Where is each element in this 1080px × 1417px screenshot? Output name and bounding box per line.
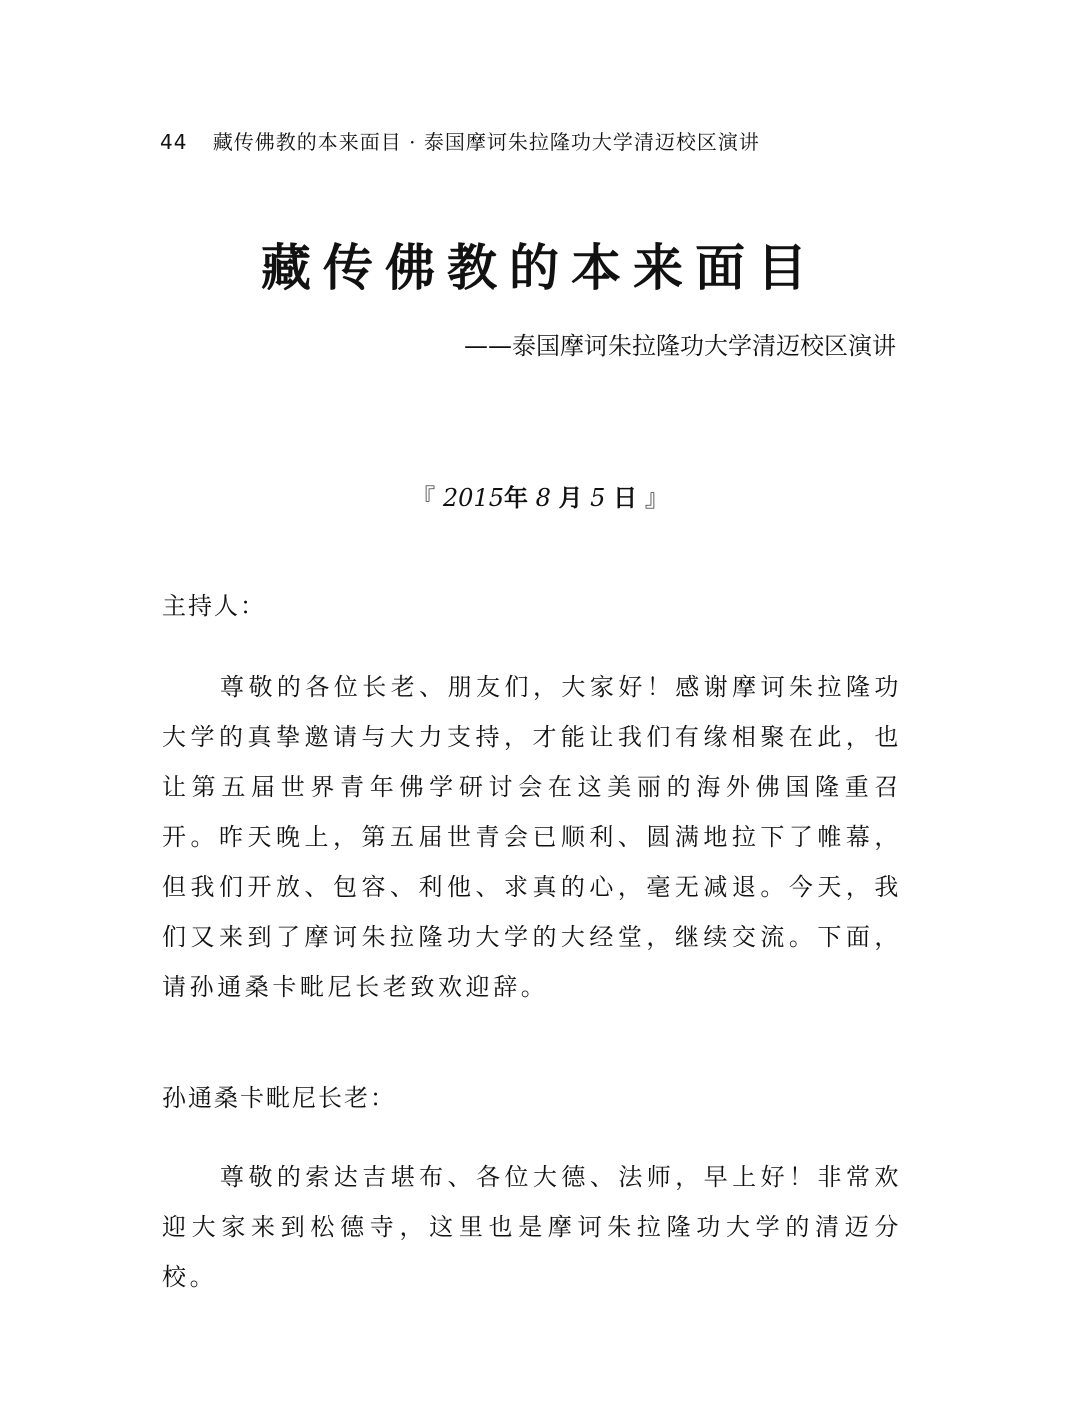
host-paragraph: 尊敬的各位长老、朋友们，大家好！感谢摩诃朱拉隆功大学的真挚邀请与大力支持，才能让我们有缘相聚在此，也让第五届世界青年佛学研讨会在这美丽的海外佛国隆重召开。昨天晚上，第五届世青会已顺利、圆满地拉下了帷幕，但我们开放、包容、利他、求真的心，毫无减退。今天，我们又来到了摩诃朱拉隆功大学的大经堂，继续交流。下面，请孙通桑卡毗尼长老致欢迎辞。 <box>162 673 902 1001</box>
page-number: 44 <box>160 130 188 154</box>
date-month: 8 <box>535 484 551 512</box>
date-year-unit: 年 <box>503 484 528 512</box>
date-open-bracket: 『 <box>411 484 436 512</box>
speaker-label-host: 主持人： <box>162 592 266 620</box>
date-month-unit: 月 <box>558 484 583 512</box>
elder-paragraph: 尊敬的索达吉堪布、各位大德、法师，早上好！非常欢迎大家来到松德寺，这里也是摩诃朱拉隆功大学的清迈分校。 <box>162 1163 902 1291</box>
date-close-bracket: 』 <box>644 484 669 512</box>
date-day-unit: 日 <box>613 484 638 512</box>
date-day: 5 <box>590 484 606 512</box>
running-title: 藏传佛教的本来面目 · 泰国摩诃朱拉隆功大学清迈校区演讲 <box>212 130 760 154</box>
chapter-title: 藏传佛教的本来面目 <box>261 239 819 297</box>
chapter-subtitle: ——泰国摩诃朱拉隆功大学清迈校区演讲 <box>464 332 896 360</box>
lecture-date <box>0 478 1080 513</box>
speaker-label-elder: 孙通桑卡毗尼长老： <box>162 1084 396 1112</box>
date-year: 2015 <box>442 484 504 512</box>
running-header <box>160 126 760 155</box>
